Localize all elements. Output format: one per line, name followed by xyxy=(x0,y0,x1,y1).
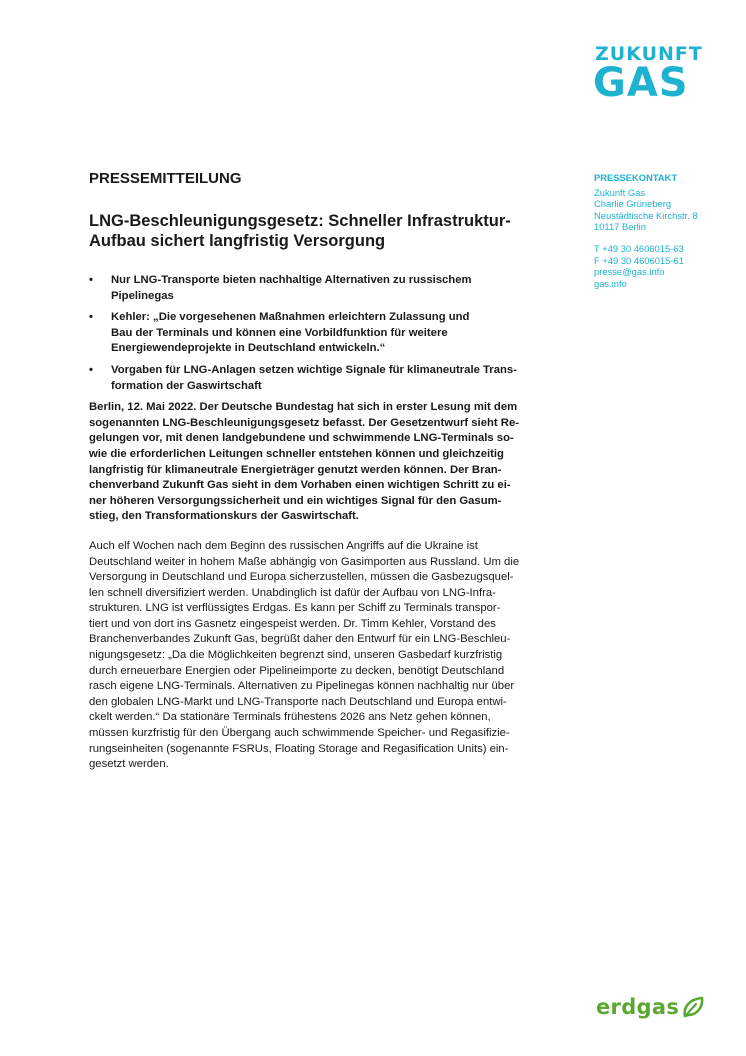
contact-address-line: Zukunft Gas xyxy=(594,186,646,198)
contact-phone: T +49 30 4606015-63 xyxy=(594,242,684,254)
headline xyxy=(89,211,569,251)
zukunft-gas-logo xyxy=(593,43,703,106)
body-line: nigungsgesetz: „Da die Möglichkeiten begrenzt sind, unseren Gasbedarf kurzfristig xyxy=(89,649,503,662)
lead-line: chenverband Zukunft Gas sieht in dem Vorhaben einen wichtigen Schritt zu ei- xyxy=(89,479,511,492)
headline-line: LNG-Beschleunigungsgesetz: Schneller Infrastruktur- xyxy=(89,212,511,230)
body-line: strukturen. LNG ist verflüssigtes Erdgas. Es kann per Schiff zu Terminals transpor- xyxy=(89,602,501,615)
bullet-icon: • xyxy=(89,311,93,324)
key-point-item xyxy=(89,310,569,357)
key-points-list xyxy=(89,273,569,394)
body-line: Versorgung in Deutschland und Europa sicherzustellen, müssen die Gasbezugsquel- xyxy=(89,571,514,584)
bullet-line: Pipelinegas xyxy=(111,289,174,302)
bullet-line: Energiewendeprojekte in Deutschland entwickeln.“ xyxy=(111,342,386,355)
bullet-icon: • xyxy=(89,274,93,286)
lead-line: stieg, den Transformationskurs der Gaswirtschaft. xyxy=(89,510,359,523)
body-line: durch erneuerbare Energien oder Pipelineimporte zu decken, benötigt Deutschland xyxy=(89,664,505,677)
contact-address-line: Neustädtische Kirchstr. 8 xyxy=(594,209,698,221)
body-line: Branchenverbandes Zukunft Gas, begrüßt daher den Entwurf für ein LNG-Beschleu- xyxy=(89,633,511,646)
press-release-body xyxy=(89,170,569,773)
bullet-line: Bau der Terminals und können eine Vorbildfunktion für weitere xyxy=(111,326,448,339)
bullet-line: Nur LNG-Transporte bieten nachhaltige Alternativen zu russischem xyxy=(111,274,472,286)
bullet-line: formation der Gaswirtschaft xyxy=(111,379,262,392)
press-contact xyxy=(594,172,734,289)
logo-line1: ZUKUNFT xyxy=(595,43,703,65)
contact-website-link[interactable]: gas.info xyxy=(594,277,627,289)
body-line: tiert und von dort ins Gasnetz eingespeist werden. Dr. Timm Kehler, Vorstand des xyxy=(89,617,496,630)
body-line: len schnell diversifiziert werden. Unabdinglich ist dafür der Aufbau von LNG-Infra- xyxy=(89,586,496,599)
lead-line: gelungen vor, mit denen landgebundene und schwimmende LNG-Terminals so- xyxy=(89,432,514,445)
bullet-icon: • xyxy=(89,363,93,376)
body-line: rasch eigene LNG-Terminals. Alternativen zu Pipelinegas können nachhaltig nur über xyxy=(89,680,515,693)
lead-line: langfristig für klimaneutrale Energieträger genutzt werden können. Der Bran- xyxy=(89,463,502,476)
erdgas-logo-text: erdgas xyxy=(596,995,680,1019)
lead-line: wie die erforderlichen Leitungen schneller entstehen können und gleichzeitig xyxy=(89,447,504,460)
body-paragraph xyxy=(89,539,569,773)
contact-address-line: Charlie Grüneberg xyxy=(594,198,672,210)
lead-line: ner höheren Versorgungssicherheit und ein wichtiges Signal für den Gasum- xyxy=(89,494,502,507)
logo-line2: GAS xyxy=(593,60,689,106)
body-line: ckelt werden.“ Da stationäre Terminals frühestens 2026 ans Netz gehen können, xyxy=(89,711,491,724)
headline-line: Aufbau sichert langfristig Versorgung xyxy=(89,232,386,250)
press-contact-heading: PRESSEKONTAKT xyxy=(594,172,678,183)
body-line: Deutschland weiter in hohem Maße abhängig von Gasimporten aus Russland. Um die xyxy=(89,555,520,568)
key-point-item xyxy=(89,273,569,304)
body-line: müssen kurzfristig für den Übergang auch schwimmende Speicher- und Regasifizie- xyxy=(89,727,510,740)
body-line: rungseinheiten (sogenannte FSRUs, Floating Storage and Regasification Units) ein- xyxy=(89,742,509,755)
contact-address-line: 10117 Berlin xyxy=(594,221,646,233)
key-point-item xyxy=(89,363,569,394)
bullet-line: Vorgaben für LNG-Anlagen setzen wichtige Signale für klimaneutrale Trans- xyxy=(111,363,517,376)
contact-email-link[interactable]: presse@gas.info xyxy=(594,266,665,278)
contact-fax: F +49 30 4606015-61 xyxy=(594,254,684,266)
body-line: gesetzt werden. xyxy=(89,758,169,771)
body-line: den globalen LNG-Markt und LNG-Transporte nach Deutschland und Europa entwi- xyxy=(89,695,507,708)
bullet-line: Kehler: „Die vorgesehenen Maßnahmen erleichtern Zulassung und xyxy=(111,311,470,324)
document-kicker: PRESSEMITTEILUNG xyxy=(89,170,242,187)
erdgas-logo xyxy=(596,995,705,1019)
lead-line: sogenannten LNG-Beschleunigungsgesetz befasst. Der Gesetzentwurf sieht Re- xyxy=(89,416,519,429)
body-line: Auch elf Wochen nach dem Beginn des russischen Angriffs auf die Ukraine ist xyxy=(89,539,478,552)
lead-line: Berlin, 12. Mai 2022. Der Deutsche Bundestag hat sich in erster Lesung mit dem xyxy=(89,401,518,414)
lead-paragraph xyxy=(89,400,569,525)
leaf-icon xyxy=(681,996,705,1018)
